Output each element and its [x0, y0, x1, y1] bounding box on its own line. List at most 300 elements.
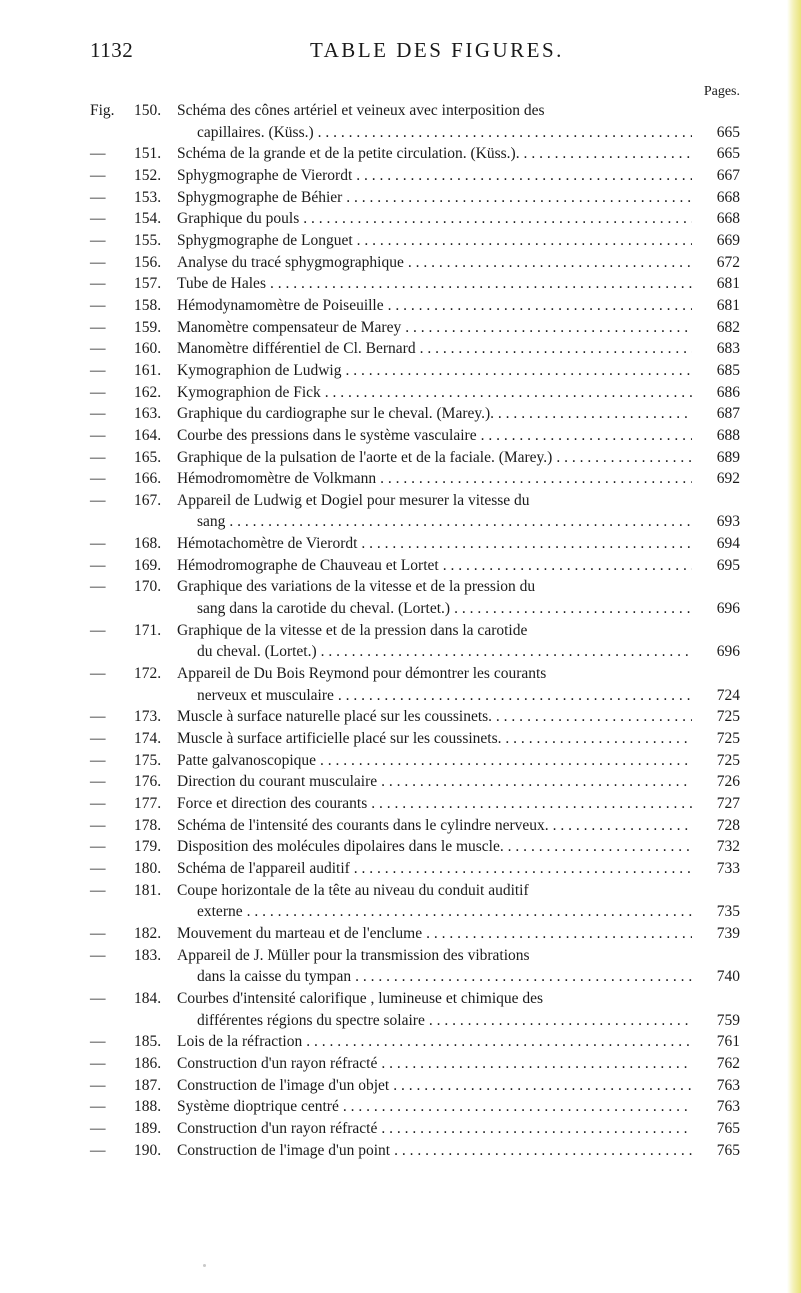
figure-entry — [90, 403, 740, 425]
entry-prefix: — — [90, 773, 106, 791]
figure-title: Graphique du pouls — [177, 210, 300, 228]
figure-entry — [90, 273, 740, 295]
entry-line — [177, 382, 740, 404]
figure-title: Hémodynamomètre de Poiseuille — [177, 296, 384, 314]
figure-number: 158. — [134, 296, 162, 314]
paper-speck — [203, 1264, 206, 1267]
leader-dots — [229, 511, 692, 533]
figure-number: 166. — [134, 470, 162, 488]
leader-dots — [345, 360, 692, 382]
figure-entry — [90, 382, 740, 404]
figure-entry — [90, 425, 740, 447]
entry-line — [177, 728, 740, 750]
figure-title: Disposition des molécules dipolaires dans le muscle. . . . — [177, 838, 527, 856]
figure-entry — [90, 663, 740, 706]
page-reference: 685 — [716, 361, 740, 379]
entry-line — [177, 858, 740, 880]
figure-entry — [90, 945, 740, 988]
page-reference: 762 — [716, 1054, 740, 1072]
figure-number: 167. — [134, 491, 162, 509]
entry-prefix: — — [90, 231, 106, 249]
figure-title: Hémodromomètre de Volkmann — [177, 470, 377, 488]
entry-line — [177, 490, 740, 512]
figure-title: Courbe des pressions dans le système vasculaire — [177, 426, 477, 444]
entry-prefix: — — [90, 210, 106, 228]
entry-prefix: — — [90, 989, 106, 1007]
figure-title: Lois de la réfraction — [177, 1033, 303, 1051]
leader-dots — [320, 750, 692, 772]
figure-number: 169. — [134, 556, 162, 574]
leader-dots — [481, 425, 692, 447]
figure-title: nerveux et musculaire — [197, 686, 334, 704]
entry-line — [177, 793, 740, 815]
page-reference: 682 — [716, 318, 740, 336]
page-reference: 668 — [716, 188, 740, 206]
figure-number: 162. — [134, 383, 162, 401]
page-reference: 765 — [716, 1141, 740, 1159]
figure-entry — [90, 447, 740, 469]
entry-prefix: — — [90, 296, 106, 314]
entry-prefix: — — [90, 188, 106, 206]
entry-line — [177, 1096, 740, 1118]
entry-prefix: — — [90, 730, 106, 748]
figure-entry — [90, 295, 740, 317]
leader-dots — [270, 273, 692, 295]
figure-number: 170. — [134, 578, 162, 596]
entry-line — [197, 1010, 740, 1032]
entry-prefix: Fig. — [90, 102, 115, 119]
entry-prefix: — — [90, 924, 106, 942]
figure-title: Sphygmographe de Béhier — [177, 188, 343, 206]
figure-title: Graphique des variations de la vitesse et de la pression du — [177, 578, 536, 596]
leader-dots — [393, 1075, 692, 1097]
figure-title: Force et direction des courants — [177, 795, 368, 812]
page-reference: 667 — [716, 166, 740, 184]
figure-number: 173. — [134, 708, 162, 726]
figure-entry — [90, 815, 740, 837]
figure-entry — [90, 533, 740, 555]
entry-line — [177, 1031, 740, 1053]
entry-prefix: — — [90, 535, 106, 553]
entry-prefix: — — [90, 751, 106, 769]
figure-title: capillaires. (Küss.) — [197, 123, 314, 141]
page-reference: 683 — [716, 340, 740, 358]
page-reference: 725 — [716, 708, 740, 726]
entry-line — [177, 208, 740, 230]
figure-entry — [90, 208, 740, 230]
entry-prefix: — — [90, 145, 106, 163]
figure-number: 152. — [134, 166, 162, 184]
entry-prefix: — — [90, 383, 106, 401]
entry-line — [197, 598, 740, 620]
page-reference: 681 — [716, 275, 740, 293]
entry-line — [177, 100, 740, 122]
leader-dots — [355, 966, 692, 988]
figure-title: Analyse du tracé sphygmographique — [177, 253, 404, 271]
figure-title: Appareil de Du Bois Reymond pour démontrer les courants — [177, 665, 547, 683]
figure-title: Manomètre compensateur de Marey — [177, 318, 402, 336]
entry-prefix: — — [90, 1033, 106, 1051]
page-reference: 725 — [716, 730, 740, 748]
page-reference: 763 — [716, 1098, 740, 1116]
figure-number: 156. — [134, 253, 162, 271]
figure-entry — [90, 252, 740, 274]
page-reference: 669 — [716, 231, 740, 249]
figure-title: Kymographion de Ludwig — [177, 361, 342, 379]
figure-number: 165. — [134, 448, 162, 466]
figure-number: 186. — [134, 1054, 162, 1072]
figure-entry — [90, 100, 740, 143]
figure-title: Muscle à surface naturelle placé sur les coussinets. . . . . — [177, 708, 524, 726]
entry-prefix: — — [90, 665, 106, 683]
figure-title: Appareil de J. Müller pour la transmission des vibrations — [177, 946, 530, 964]
leader-dots — [361, 533, 692, 555]
figure-title: Appareil de Ludwig et Dogiel pour mesurer la vitesse du — [177, 491, 530, 509]
entry-prefix: — — [90, 448, 106, 466]
page-reference: 692 — [716, 470, 740, 488]
entry-prefix: — — [90, 470, 106, 488]
figure-entry — [90, 555, 740, 577]
leader-dots — [325, 382, 692, 404]
entry-line — [177, 273, 740, 295]
leader-dots — [388, 295, 692, 317]
entry-prefix: — — [90, 621, 106, 639]
figure-number: 168. — [134, 535, 162, 553]
page-reference: 733 — [716, 859, 740, 877]
page-reference: 735 — [716, 903, 740, 921]
entry-line — [177, 187, 740, 209]
figure-title: Sphygmographe de Vierordt — [177, 166, 353, 184]
entry-prefix: — — [90, 1076, 106, 1094]
figure-title: Sphygmographe de Longuet — [177, 231, 353, 249]
figure-entry — [90, 706, 740, 728]
entry-prefix: — — [90, 318, 106, 336]
page-reference: 763 — [716, 1076, 740, 1094]
figure-entry — [90, 771, 740, 793]
entry-line — [177, 230, 740, 252]
page-reference: 665 — [716, 123, 740, 141]
figure-number: 154. — [134, 210, 162, 228]
entry-prefix: — — [90, 881, 106, 899]
entry-line — [177, 295, 740, 317]
pages-column-label: Pages. — [703, 84, 740, 99]
figure-title: Direction du courant musculaire — [177, 773, 378, 791]
page-reference: 728 — [716, 816, 740, 834]
figure-entry — [90, 360, 740, 382]
figure-entry — [90, 230, 740, 252]
figure-number: 172. — [134, 665, 162, 683]
figure-title: sang dans la carotide du cheval. (Lortet.) — [197, 600, 451, 618]
figure-entry — [90, 576, 740, 619]
entry-prefix: — — [90, 578, 106, 596]
figure-title: Construction d'un rayon réfracté — [177, 1054, 378, 1072]
figure-number: 161. — [134, 361, 162, 379]
figure-number: 180. — [134, 859, 162, 877]
page-reference: 681 — [716, 296, 740, 314]
figure-entry — [90, 923, 740, 945]
leader-dots — [303, 208, 692, 230]
figure-entry — [90, 1096, 740, 1118]
leader-dots — [247, 901, 692, 923]
leader-dots — [357, 230, 692, 252]
entry-line — [197, 641, 740, 663]
entry-line — [177, 945, 740, 967]
page-reference: 672 — [716, 253, 740, 271]
page-reference: 725 — [716, 751, 740, 769]
entry-line — [197, 901, 740, 923]
entry-line — [177, 620, 740, 642]
figure-title: Schéma de l'intensité des courants dans le cylindre nerveux. — [177, 816, 549, 834]
figure-title: Coupe horizontale de la tête au niveau du conduit auditif — [177, 881, 529, 899]
entry-line — [177, 1053, 740, 1075]
leader-dots — [343, 1096, 692, 1118]
entry-prefix: — — [90, 166, 106, 184]
entry-line — [177, 555, 740, 577]
figure-title: Patte galvanoscopique — [177, 751, 317, 769]
figure-entry — [90, 165, 740, 187]
figure-number: 179. — [134, 838, 162, 856]
entry-line — [177, 1075, 740, 1097]
entry-line — [177, 338, 740, 360]
figure-title: dans la caisse du tympan — [197, 968, 352, 986]
entry-line — [177, 403, 740, 425]
entry-line — [197, 511, 740, 533]
page-reference: 668 — [716, 210, 740, 228]
entry-line — [177, 815, 740, 837]
page-reference: 765 — [716, 1119, 740, 1137]
entry-prefix: — — [90, 340, 106, 358]
page-reference: 686 — [716, 383, 740, 401]
figure-number: 151. — [134, 145, 162, 163]
entry-line — [177, 165, 740, 187]
page-reference: 761 — [716, 1033, 740, 1051]
leader-dots — [529, 728, 692, 750]
running-title: TABLE DES FIGURES. — [310, 38, 564, 62]
leader-dots — [531, 836, 692, 858]
entry-prefix: — — [90, 405, 106, 423]
entry-line — [177, 468, 740, 490]
entry-line — [177, 533, 740, 555]
figure-number: 178. — [134, 816, 162, 834]
figure-title: Hémotachomètre de Vierordt — [177, 535, 358, 553]
figure-entry — [90, 490, 740, 533]
figure-number: 185. — [134, 1033, 162, 1051]
entry-line — [197, 122, 740, 144]
leader-dots — [381, 1053, 692, 1075]
figure-entry — [90, 620, 740, 663]
figure-entry — [90, 338, 740, 360]
entry-line — [177, 1140, 740, 1162]
figure-title: Mouvement du marteau et de l'enclume — [177, 924, 423, 942]
entry-line — [177, 706, 740, 728]
entry-line — [177, 750, 740, 772]
figure-title: Graphique du cardiographe sur le cheval. (Marey.). . . . — [177, 405, 518, 423]
leader-dots — [380, 468, 692, 490]
entry-line — [177, 143, 740, 165]
figure-number: 176. — [134, 773, 162, 791]
figure-title: Construction d'un rayon réfracté — [177, 1119, 378, 1137]
leader-dots — [346, 187, 692, 209]
leader-dots — [394, 1140, 692, 1162]
figure-title: Tube de Hales — [177, 275, 266, 293]
figure-entry — [90, 728, 740, 750]
page-reference: 695 — [716, 556, 740, 574]
leader-dots — [371, 793, 692, 815]
entry-line — [177, 317, 740, 339]
figure-title: Construction de l'image d'un objet — [177, 1076, 390, 1094]
entry-line — [177, 663, 740, 685]
figure-number: 181. — [134, 881, 162, 899]
entry-prefix: — — [90, 426, 106, 444]
figure-number: 155. — [134, 231, 162, 249]
leader-dots — [408, 252, 692, 274]
figure-entry — [90, 988, 740, 1031]
entry-prefix: — — [90, 816, 106, 834]
page-reference: 726 — [716, 773, 740, 791]
figure-entry — [90, 793, 740, 815]
figure-title: Système dioptrique centré — [177, 1098, 339, 1116]
leader-dots — [321, 641, 692, 663]
figure-entry — [90, 836, 740, 858]
page-reference: 694 — [716, 535, 740, 553]
figure-entry — [90, 1140, 740, 1162]
figure-list — [90, 100, 740, 1161]
running-header — [90, 38, 740, 64]
figure-title: Schéma de l'appareil auditif — [177, 859, 350, 877]
figure-number: 190. — [134, 1141, 162, 1159]
figure-entry — [90, 1031, 740, 1053]
entry-line — [177, 360, 740, 382]
entry-line — [177, 923, 740, 945]
page-reference: 696 — [716, 643, 740, 661]
figure-number: 159. — [134, 318, 162, 336]
figure-number: 164. — [134, 426, 162, 444]
figure-entry — [90, 143, 740, 165]
figure-entry — [90, 317, 740, 339]
entry-prefix: — — [90, 838, 106, 856]
entry-prefix: — — [90, 708, 106, 726]
figure-title: Kymographion de Fick — [177, 383, 321, 401]
leader-dots — [356, 165, 692, 187]
leader-dots — [531, 143, 692, 165]
leader-dots — [454, 598, 692, 620]
page-reference: 724 — [716, 686, 740, 704]
figure-number: 187. — [134, 1076, 162, 1094]
entry-prefix: — — [90, 795, 106, 812]
entry-prefix: — — [90, 275, 106, 293]
page-reference: 740 — [716, 968, 740, 986]
leader-dots — [443, 555, 692, 577]
figure-entry — [90, 750, 740, 772]
figure-number: 163. — [134, 405, 162, 423]
leader-dots — [318, 122, 692, 144]
page-reference: 689 — [716, 448, 740, 466]
figure-entry — [90, 1118, 740, 1140]
entry-line — [177, 425, 740, 447]
leader-dots — [420, 338, 692, 360]
figure-number: 153. — [134, 188, 162, 206]
figure-entry — [90, 468, 740, 490]
page-reference: 687 — [716, 405, 740, 423]
figure-number: 171. — [134, 621, 162, 639]
page-reference: 696 — [716, 600, 740, 618]
leader-dots — [354, 858, 692, 880]
figure-title: Graphique de la pulsation de l'aorte et de la faciale. (Marey.) — [177, 448, 553, 466]
page-reference: 739 — [716, 924, 740, 942]
figure-title: Hémodromographe de Chauveau et Lortet — [177, 556, 439, 574]
page-reference: 665 — [716, 145, 740, 163]
entry-line — [177, 880, 740, 902]
page-edge — [787, 0, 801, 1293]
page-number: 1132 — [90, 38, 134, 62]
page-reference: 759 — [716, 1011, 740, 1029]
figure-number: 160. — [134, 340, 162, 358]
leader-dots — [527, 706, 692, 728]
figure-number: 150. — [134, 102, 162, 119]
figure-entry — [90, 858, 740, 880]
leader-dots — [381, 1118, 692, 1140]
figure-number: 183. — [134, 946, 162, 964]
figure-title: Graphique de la vitesse et de la pression dans la carotide — [177, 621, 528, 639]
figure-title: externe — [197, 903, 243, 921]
leader-dots — [405, 317, 692, 339]
figure-number: 175. — [134, 751, 162, 769]
entry-line — [177, 1118, 740, 1140]
figure-title: du cheval. (Lortet.) — [197, 643, 317, 661]
entry-line — [197, 685, 740, 707]
entry-prefix: — — [90, 361, 106, 379]
entry-prefix: — — [90, 491, 106, 509]
figure-entry — [90, 187, 740, 209]
page-reference: 732 — [716, 838, 740, 856]
entry-line — [177, 447, 740, 469]
leader-dots — [429, 1010, 692, 1032]
page-reference: 693 — [716, 513, 740, 531]
figure-number: 184. — [134, 989, 162, 1007]
page-reference: 688 — [716, 426, 740, 444]
figure-title: Courbes d'intensité calorifique , lumineuse et chimique des — [177, 989, 544, 1007]
figure-entry — [90, 880, 740, 923]
figure-number: 182. — [134, 924, 162, 942]
entry-prefix: — — [90, 253, 106, 271]
entry-prefix: — — [90, 1141, 106, 1159]
leader-dots — [521, 403, 692, 425]
leader-dots — [556, 447, 692, 469]
figure-title: Muscle à surface artificielle placé sur les coussinets. . . . — [177, 730, 525, 748]
figure-number: 189. — [134, 1119, 162, 1137]
figure-entry — [90, 1075, 740, 1097]
entry-line — [177, 252, 740, 274]
page-reference: 727 — [716, 795, 740, 812]
figure-title: Manomètre différentiel de Cl. Bernard — [177, 340, 416, 358]
figure-number: 174. — [134, 730, 162, 748]
leader-dots — [553, 815, 692, 837]
entry-prefix: — — [90, 1098, 106, 1116]
figure-title: sang — [197, 513, 226, 531]
figure-number: 188. — [134, 1098, 162, 1116]
figure-title: Schéma de la grande et de la petite circulation. (Küss.). . — [177, 145, 528, 163]
figure-title: Schéma des cônes artériel et veineux avec interposition des — [177, 102, 545, 119]
leader-dots — [381, 771, 692, 793]
entry-prefix: — — [90, 556, 106, 574]
figure-title: différentes régions du spectre solaire — [197, 1011, 425, 1029]
leader-dots — [426, 923, 692, 945]
entry-line — [177, 836, 740, 858]
entry-line — [177, 576, 740, 598]
figure-title: Construction de l'image d'un point — [177, 1141, 391, 1159]
figure-number: 157. — [134, 275, 162, 293]
entry-prefix: — — [90, 946, 106, 964]
